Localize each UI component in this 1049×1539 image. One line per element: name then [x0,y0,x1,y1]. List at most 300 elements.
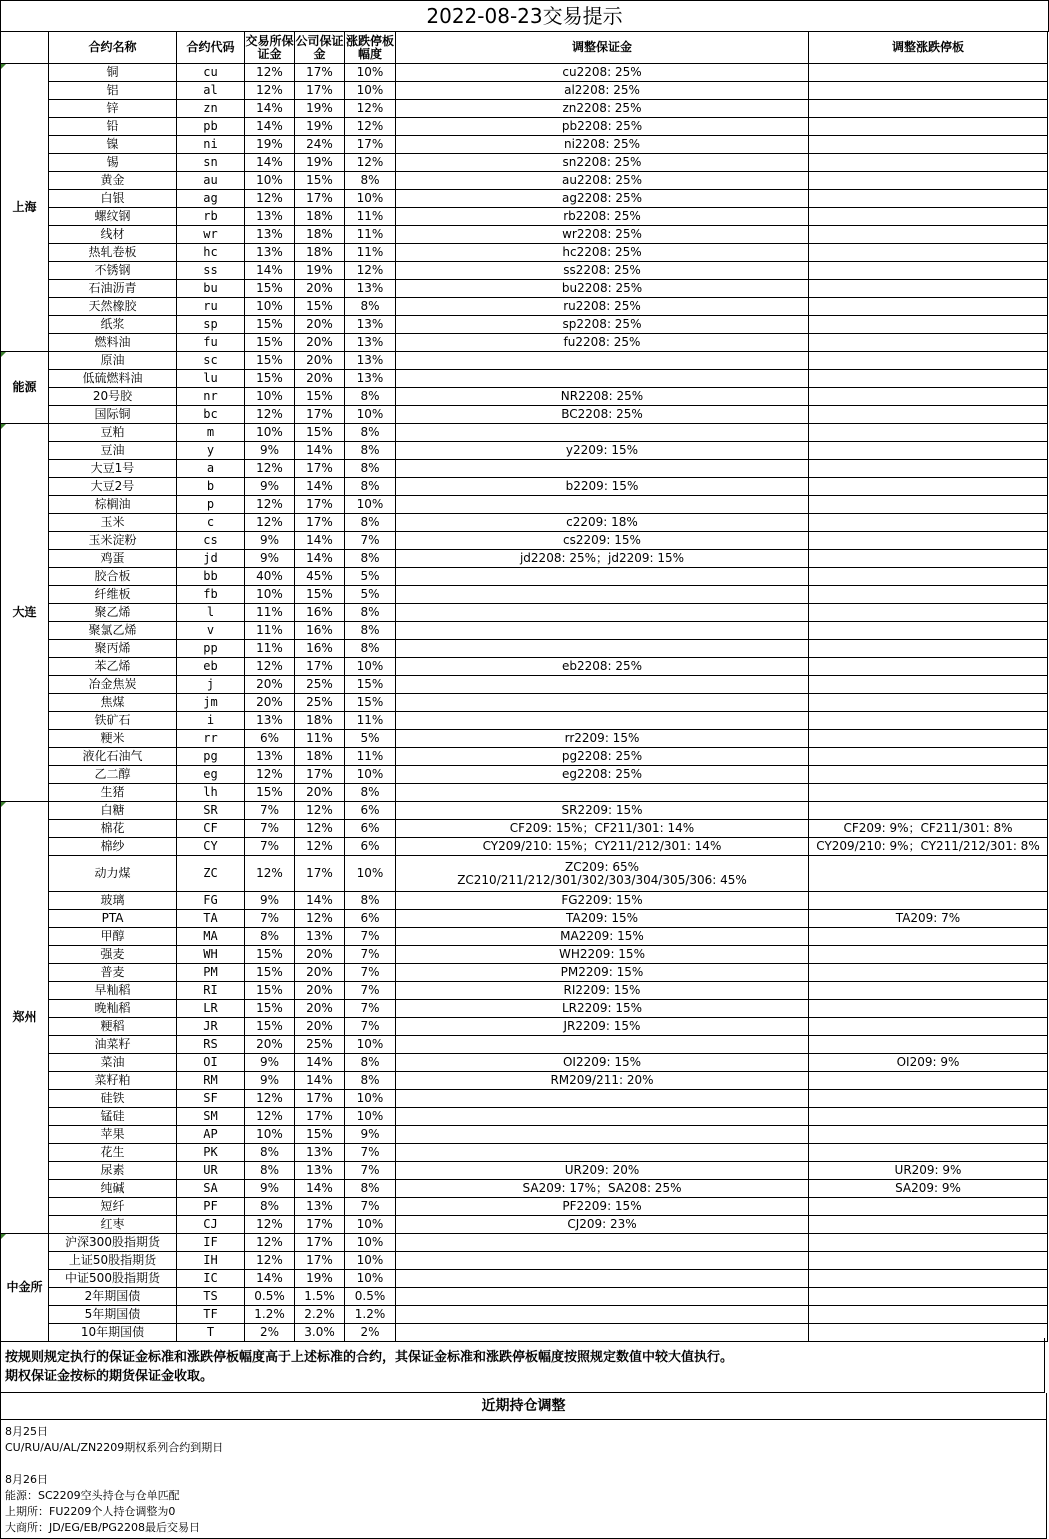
price-limit: 7% [345,982,396,1000]
adjust-margin: c2209: 18% [396,514,809,532]
contract-name: 铁矿石 [49,712,177,730]
adjust-margin [396,568,809,586]
contract-code: pb [177,118,245,136]
exchange-margin: 8% [245,1144,295,1162]
adjust-margin: al2208: 25% [396,82,809,100]
table-row [1,1306,1048,1324]
company-margin: 17% [295,460,345,478]
exchange-margin: 12% [245,658,295,676]
adjust-margin: bu2208: 25% [396,280,809,298]
price-limit: 13% [345,352,396,370]
contract-name: 聚乙烯 [49,604,177,622]
company-margin: 15% [295,1126,345,1144]
contract-code: nr [177,388,245,406]
page-title: 2022-08-23交易提示 [0,0,1049,32]
recent-line: 上期所：FU2209个人持仓调整为0 [5,1505,176,1518]
table-row [1,892,1048,910]
company-margin: 20% [295,982,345,1000]
exchange-margin: 12% [245,496,295,514]
price-limit: 5% [345,568,396,586]
contract-name: 白糖 [49,802,177,820]
contract-code: sc [177,352,245,370]
adjust-limit [809,406,1048,424]
exchange-margin: 12% [245,64,295,82]
contract-name: 铝 [49,82,177,100]
adjust-limit [809,496,1048,514]
exchange-label: 郑州 [12,1010,37,1024]
contract-code: LR [177,1000,245,1018]
adjust-margin [396,1144,809,1162]
price-limit: 8% [345,514,396,532]
exchange-margin: 20% [245,694,295,712]
contract-name: 中证500股指期货 [49,1270,177,1288]
contract-name: 线材 [49,226,177,244]
contract-name: 硅铁 [49,1090,177,1108]
table-row [1,982,1048,1000]
table-row [1,478,1048,496]
price-limit: 10% [345,496,396,514]
table-row [1,658,1048,676]
exchange-margin: 9% [245,550,295,568]
price-limit: 8% [345,1180,396,1198]
adjust-limit [809,1018,1048,1036]
cell-marker-icon [1,352,6,357]
adjust-margin: au2208: 25% [396,172,809,190]
adjust-margin: LR2209: 15% [396,1000,809,1018]
price-limit: 0.5% [345,1288,396,1306]
price-limit: 8% [345,892,396,910]
adjust-limit [809,532,1048,550]
contract-code: MA [177,928,245,946]
contract-name: 液化石油气 [49,748,177,766]
company-margin: 20% [295,1018,345,1036]
exchange-margin: 12% [245,1216,295,1234]
company-margin: 2.2% [295,1306,345,1324]
table-row [1,82,1048,100]
table-row [1,838,1048,856]
contract-code: bc [177,406,245,424]
contract-code: IF [177,1234,245,1252]
contract-name: 原油 [49,352,177,370]
table-row [1,496,1048,514]
table-row [1,856,1048,892]
exchange-margin: 12% [245,514,295,532]
table-row [1,118,1048,136]
contract-name: 白银 [49,190,177,208]
contract-name: 尿素 [49,1162,177,1180]
adjust-limit [809,64,1048,82]
price-limit: 10% [345,1270,396,1288]
contract-name: 20号胶 [49,388,177,406]
notes [0,1338,1045,1393]
adjust-margin: sp2208: 25% [396,316,809,334]
contract-name: 豆粕 [49,424,177,442]
price-limit: 15% [345,694,396,712]
exchange-margin: 13% [245,748,295,766]
price-limit: 11% [345,226,396,244]
price-limit: 7% [345,1162,396,1180]
adjust-limit [809,856,1048,892]
exchange-margin: 20% [245,676,295,694]
company-margin: 19% [295,154,345,172]
table-row [1,370,1048,388]
price-limit: 17% [345,136,396,154]
price-limit: 12% [345,118,396,136]
company-margin: 20% [295,946,345,964]
exchange-margin: 9% [245,442,295,460]
contract-code: SF [177,1090,245,1108]
adjust-limit [809,154,1048,172]
price-limit: 7% [345,946,396,964]
company-margin: 19% [295,1270,345,1288]
adjust-limit [809,334,1048,352]
company-margin: 18% [295,244,345,262]
contract-code: cs [177,532,245,550]
contract-code: WH [177,946,245,964]
contract-code: b [177,478,245,496]
table-row [1,676,1048,694]
contract-name: 生猪 [49,784,177,802]
company-margin: 13% [295,1162,345,1180]
table-row [1,712,1048,730]
company-margin: 20% [295,352,345,370]
contract-code: bb [177,568,245,586]
exchange-margin: 10% [245,172,295,190]
contract-name: 普麦 [49,964,177,982]
contract-code: fu [177,334,245,352]
contract-code: lu [177,370,245,388]
exchange-margin: 12% [245,1108,295,1126]
adjust-margin: b2209: 15% [396,478,809,496]
table-row [1,262,1048,280]
company-margin: 12% [295,820,345,838]
company-margin: 15% [295,298,345,316]
adjust-limit [809,802,1048,820]
adjust-limit [809,514,1048,532]
adjust-margin: y2209: 15% [396,442,809,460]
cell-marker-icon [1,64,6,69]
adjust-margin: fu2208: 25% [396,334,809,352]
adjust-margin: cs2209: 15% [396,532,809,550]
table-row [1,1252,1048,1270]
adjust-limit [809,172,1048,190]
table-row [1,640,1048,658]
adjust-margin: hc2208: 25% [396,244,809,262]
contract-name: 纸浆 [49,316,177,334]
company-margin: 16% [295,622,345,640]
exchange-margin: 9% [245,478,295,496]
contract-code: fb [177,586,245,604]
adjust-margin [396,676,809,694]
contract-code: i [177,712,245,730]
exchange-cell [1,424,49,802]
cell-marker-icon [1,424,6,429]
table-row [1,730,1048,748]
contract-name: 菜籽粕 [49,1072,177,1090]
exchange-margin: 10% [245,424,295,442]
adjust-margin [396,352,809,370]
contract-code: SR [177,802,245,820]
table-row [1,1216,1048,1234]
company-margin: 14% [295,478,345,496]
contract-name: 5年期国债 [49,1306,177,1324]
contract-name: 乙二醇 [49,766,177,784]
exchange-margin: 8% [245,1162,295,1180]
header-company-margin: 公司保证金 [295,32,345,64]
contract-name: 大豆2号 [49,478,177,496]
adjust-limit [809,784,1048,802]
price-limit: 7% [345,964,396,982]
contract-name: 大豆1号 [49,460,177,478]
table-row [1,316,1048,334]
table-row [1,406,1048,424]
contract-code: CJ [177,1216,245,1234]
contract-code: y [177,442,245,460]
contract-name: 聚氯乙烯 [49,622,177,640]
adjust-margin [396,370,809,388]
adjust-margin [396,1234,809,1252]
recent-adjust-list [0,1420,1047,1539]
contract-name: 粳稻 [49,1018,177,1036]
adjust-margin [396,1036,809,1054]
contract-code: rb [177,208,245,226]
price-limit: 13% [345,370,396,388]
adjust-margin: CJ209: 23% [396,1216,809,1234]
table-row [1,622,1048,640]
adjust-limit [809,730,1048,748]
contract-code: JR [177,1018,245,1036]
exchange-margin: 7% [245,910,295,928]
contract-name: 鸡蛋 [49,550,177,568]
price-limit: 15% [345,676,396,694]
recent-line: 8月26日 [5,1473,48,1486]
contract-name: 冶金焦炭 [49,676,177,694]
table-row [1,1108,1048,1126]
price-limit: 10% [345,1036,396,1054]
company-margin: 20% [295,370,345,388]
adjust-limit [809,1108,1048,1126]
adjust-margin: RM209/211: 20% [396,1072,809,1090]
price-limit: 10% [345,190,396,208]
contract-code: ag [177,190,245,208]
contract-code: RS [177,1036,245,1054]
exchange-margin: 12% [245,82,295,100]
price-limit: 8% [345,172,396,190]
contract-code: CY [177,838,245,856]
price-limit: 12% [345,100,396,118]
adjust-margin-line: ZC210/211/212/301/302/303/304/305/306: 45% [457,872,747,887]
exchange-margin: 13% [245,244,295,262]
contract-code: T [177,1324,245,1342]
adjust-margin: rr2209: 15% [396,730,809,748]
contract-name: 豆油 [49,442,177,460]
exchange-label: 中金所 [6,1280,43,1294]
adjust-margin [396,496,809,514]
adjust-limit: CY209/210: 9%；CY211/212/301: 8% [809,838,1048,856]
contract-name: 黄金 [49,172,177,190]
exchange-margin: 12% [245,406,295,424]
adjust-margin: eg2208: 25% [396,766,809,784]
company-margin: 15% [295,424,345,442]
table-row [1,748,1048,766]
price-limit: 11% [345,712,396,730]
table-row [1,604,1048,622]
header-exchange-margin: 交易所保证金 [245,32,295,64]
price-limit: 10% [345,1216,396,1234]
contract-code: lh [177,784,245,802]
company-margin: 14% [295,892,345,910]
price-limit: 9% [345,1126,396,1144]
company-margin: 17% [295,856,345,892]
table-row [1,244,1048,262]
adjust-limit [809,694,1048,712]
contract-code: ru [177,298,245,316]
price-limit: 8% [345,784,396,802]
company-margin: 11% [295,730,345,748]
contract-code: RI [177,982,245,1000]
price-limit: 5% [345,730,396,748]
header-name: 合约名称 [49,32,177,64]
note-line: 期权保证金按标的期货保证金收取。 [5,1369,214,1384]
price-limit: 5% [345,586,396,604]
company-margin: 45% [295,568,345,586]
table-row [1,1162,1048,1180]
adjust-margin: ss2208: 25% [396,262,809,280]
exchange-margin: 15% [245,784,295,802]
exchange-cell [1,1234,49,1342]
table-row [1,334,1048,352]
table-row [1,298,1048,316]
exchange-margin: 9% [245,1180,295,1198]
adjust-limit: CF209: 9%；CF211/301: 8% [809,820,1048,838]
price-limit: 13% [345,316,396,334]
adjust-limit [809,388,1048,406]
price-limit: 10% [345,1252,396,1270]
company-margin: 17% [295,1252,345,1270]
recent-line: 能源：SC2209空头持仓与仓单匹配 [5,1489,180,1502]
adjust-margin [396,694,809,712]
company-margin: 14% [295,550,345,568]
price-limit: 12% [345,262,396,280]
adjust-margin [396,1306,809,1324]
company-margin: 17% [295,190,345,208]
company-margin: 20% [295,964,345,982]
contract-name: 红枣 [49,1216,177,1234]
contract-name: 锌 [49,100,177,118]
adjust-limit [809,928,1048,946]
adjust-margin [396,586,809,604]
exchange-margin: 10% [245,586,295,604]
contract-code: PM [177,964,245,982]
exchange-margin: 15% [245,280,295,298]
price-limit: 10% [345,658,396,676]
table-row [1,586,1048,604]
exchange-margin: 15% [245,982,295,1000]
company-margin: 18% [295,748,345,766]
exchange-margin: 12% [245,1252,295,1270]
contract-code: jm [177,694,245,712]
exchange-margin: 9% [245,1072,295,1090]
exchange-margin: 40% [245,568,295,586]
adjust-limit [809,964,1048,982]
exchange-margin: 10% [245,1126,295,1144]
adjust-limit [809,586,1048,604]
table-row [1,1180,1048,1198]
company-margin: 19% [295,100,345,118]
exchange-margin: 8% [245,1198,295,1216]
adjust-margin: SA209: 17%；SA208: 25% [396,1180,809,1198]
adjust-margin [396,1288,809,1306]
contract-code: m [177,424,245,442]
adjust-limit [809,1234,1048,1252]
exchange-margin: 9% [245,532,295,550]
contract-name: 不锈钢 [49,262,177,280]
contract-code: OI [177,1054,245,1072]
contract-code: eb [177,658,245,676]
adjust-limit [809,946,1048,964]
contract-name: 晚籼稻 [49,1000,177,1018]
company-margin: 19% [295,118,345,136]
contract-code: IH [177,1252,245,1270]
contract-code: sp [177,316,245,334]
contract-code: hc [177,244,245,262]
recent-line [5,1456,1046,1472]
adjust-limit [809,478,1048,496]
adjust-limit [809,316,1048,334]
exchange-margin: 11% [245,604,295,622]
adjust-limit: OI209: 9% [809,1054,1048,1072]
adjust-margin [396,712,809,730]
contract-name: 焦煤 [49,694,177,712]
company-margin: 12% [295,802,345,820]
table-row [1,1000,1048,1018]
contract-code: au [177,172,245,190]
contract-name: 粳米 [49,730,177,748]
exchange-label: 大连 [12,605,37,619]
adjust-limit [809,568,1048,586]
table-header-row [1,32,1048,64]
price-limit: 7% [345,532,396,550]
price-limit: 8% [345,1054,396,1072]
note-line: 按规则规定执行的保证金标准和涨跌停板幅度高于上述标准的合约，其保证金标准和涨跌停板幅度按照规定数值中较大值执行。 [5,1350,734,1365]
contract-code: ZC [177,856,245,892]
adjust-margin [396,622,809,640]
adjust-margin: wr2208: 25% [396,226,809,244]
price-limit: 8% [345,424,396,442]
contract-name: 热轧卷板 [49,244,177,262]
adjust-limit [809,280,1048,298]
table-row [1,424,1048,442]
price-limit: 8% [345,388,396,406]
adjust-limit [809,298,1048,316]
header-exchange [1,32,49,64]
company-margin: 17% [295,496,345,514]
exchange-margin: 15% [245,946,295,964]
table-row [1,550,1048,568]
adjust-margin [396,856,809,892]
company-margin: 12% [295,910,345,928]
recent-adjust-title: 近期持仓调整 [0,1393,1047,1420]
company-margin: 19% [295,262,345,280]
contract-code: PF [177,1198,245,1216]
adjust-limit [809,208,1048,226]
contract-code: al [177,82,245,100]
exchange-margin: 10% [245,298,295,316]
contract-name: 棉花 [49,820,177,838]
contract-name: 铅 [49,118,177,136]
exchange-margin: 15% [245,370,295,388]
exchange-margin: 0.5% [245,1288,295,1306]
